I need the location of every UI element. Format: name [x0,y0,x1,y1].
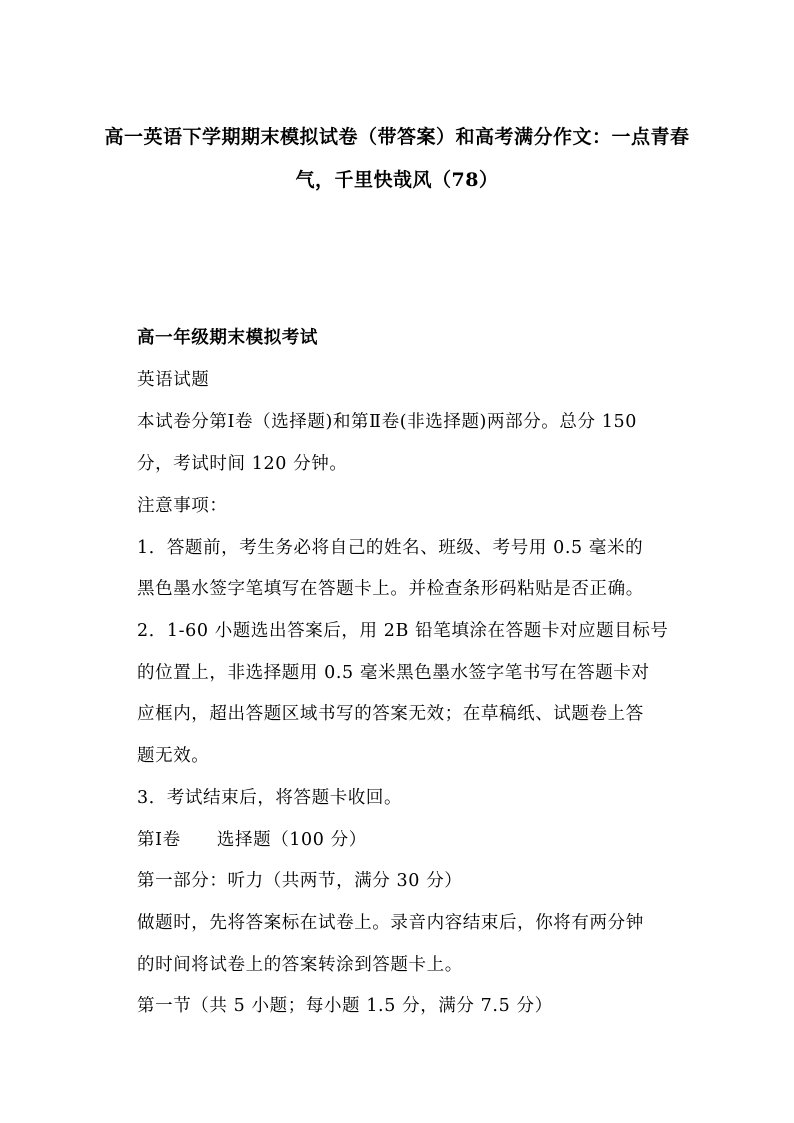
notice-heading: 注意事项： [137,496,228,516]
exam-heading: 高一年级期末模拟考试 [137,328,318,348]
paragraph-line: 黑色墨水签字笔填写在答题卡上。并检查条形码粘贴是否正确。 [137,579,644,599]
paragraph-line: 本试卷分第Ⅰ卷（选择题)和第Ⅱ卷(非选择题)两部分。总分 150 [137,412,637,432]
paragraph-line: 的时间将试卷上的答案转涂到答题卡上。 [137,955,463,975]
section-heading: 第Ⅰ卷 选择题（100 分） [137,830,367,850]
paragraph-line: 1．答题前，考生务必将自己的姓名、班级、考号用 0.5 毫米的 [137,538,644,558]
subsection-heading: 第一节（共 5 小题；每小题 1.5 分，满分 7.5 分） [137,996,553,1016]
paragraph-line: 应框内，超出答题区域书写的答案无效；在草稿纸、试题卷上答 [137,704,644,724]
paragraph-line: 做题时，先将答案标在试卷上。录音内容结束后，你将有两分钟 [137,913,644,933]
paragraph-line: 3．考试结束后，将答题卡收回。 [137,788,403,808]
subject-line: 英语试题 [137,370,210,390]
paragraph-line: 分，考试时间 120 分钟。 [137,454,348,474]
paragraph-line: 的位置上，非选择题用 0.5 毫米黑色墨水签字笔书写在答题卡对 [137,663,650,683]
paragraph-line: 题无效。 [137,746,210,766]
document-title-line-1: 高一英语下学期期末模拟试卷（带答案）和高考满分作文：一点青春 [104,126,690,148]
paragraph-line: 2．1-60 小题选出答案后，用 2B 铅笔填涂在答题卡对应题目标号 [137,621,669,641]
part-heading: 第一部分：听力（共两节，满分 30 分） [137,871,463,891]
document-title-line-2: 气，千里快哉风（78） [295,169,499,191]
